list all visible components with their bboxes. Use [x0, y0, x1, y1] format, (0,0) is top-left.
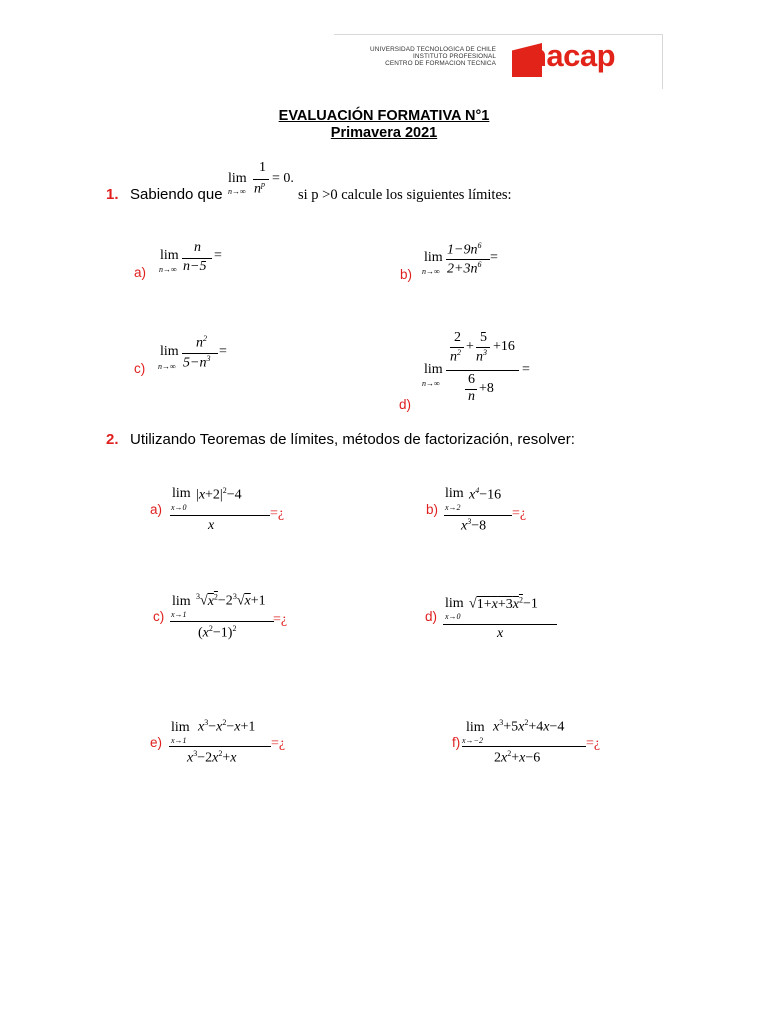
item-label: a): [134, 265, 147, 280]
brand-name: nacap: [528, 38, 616, 73]
institution-name: [346, 46, 496, 68]
limit-expression: lim x→1 $^3√x^2-2^3√x+1$ $(x^2-1)^2$ =¿: [171, 592, 288, 641]
item-label: b): [400, 267, 413, 282]
item-label: b): [426, 502, 439, 517]
limit-expression: lim x→0 $|x+2|^2-4$ x =¿: [171, 486, 285, 533]
limit-expression: lim n→∞ 2 $n^2$ + 5 $n^3$ +16 6 n +8 =: [422, 330, 530, 404]
item-label: d): [399, 397, 412, 412]
page-subtitle: Primavera 2021: [330, 125, 438, 141]
question-2-text: Utilizando Teoremas de límites, métodos de factorización, resolver:: [130, 431, 575, 448]
institution-line: INSTITUTO PROFESIONAL: [413, 53, 496, 61]
institution-line: UNIVERSIDAD TECNOLOGICA DE CHILE: [370, 46, 496, 53]
given-limit: [226, 160, 306, 200]
item-label: d): [425, 609, 438, 624]
item-label: a): [150, 502, 163, 517]
fraction-numerator: 1: [259, 160, 266, 175]
item-label: c): [153, 609, 165, 624]
limit-expression: lim n→∞ n n−5 =: [159, 240, 222, 274]
question-1-text-before: Sabiendo que: [130, 186, 223, 203]
limit-result: = 0.: [272, 171, 294, 186]
limit-expression: lim x→0 $√1+x+3x^2-1$ x: [443, 590, 563, 642]
item-label: e): [150, 735, 163, 750]
limit-expression: lim n→∞ $n^2$ $5-n^3$ =: [158, 334, 227, 371]
item-label: f): [452, 735, 461, 750]
page-title: EVALUACIÓN FORMATIVA N°1: [278, 108, 490, 124]
lim-word: lim: [228, 171, 247, 186]
question-2-number: 2.: [106, 431, 119, 448]
question-1-text-after: si p >0 calcule los siguientes límites:: [298, 187, 512, 203]
limit-expression: lim n→∞ $1-9n^6$ $2+3n^6$ =: [422, 241, 498, 277]
limit-expression: lim x→1 $x^3-x^2-x+1$ $x^3-2x^2+x$ =¿: [171, 718, 286, 766]
question-1-number: 1.: [106, 186, 119, 203]
lim-subscript: n→∞: [228, 187, 246, 196]
item-label: c): [134, 361, 146, 376]
limit-expression: lim x→−2 $x^3+5x^2+4x-4$ $2x^2+x-6$ =¿: [462, 718, 601, 766]
limit-expression: lim x→2 $x^4-16$ $x^3-8$ =¿: [445, 486, 527, 534]
institution-line: CENTRO DE FORMACION TECNICA: [385, 60, 496, 68]
fraction-denominator: $n^p$: [254, 180, 265, 197]
